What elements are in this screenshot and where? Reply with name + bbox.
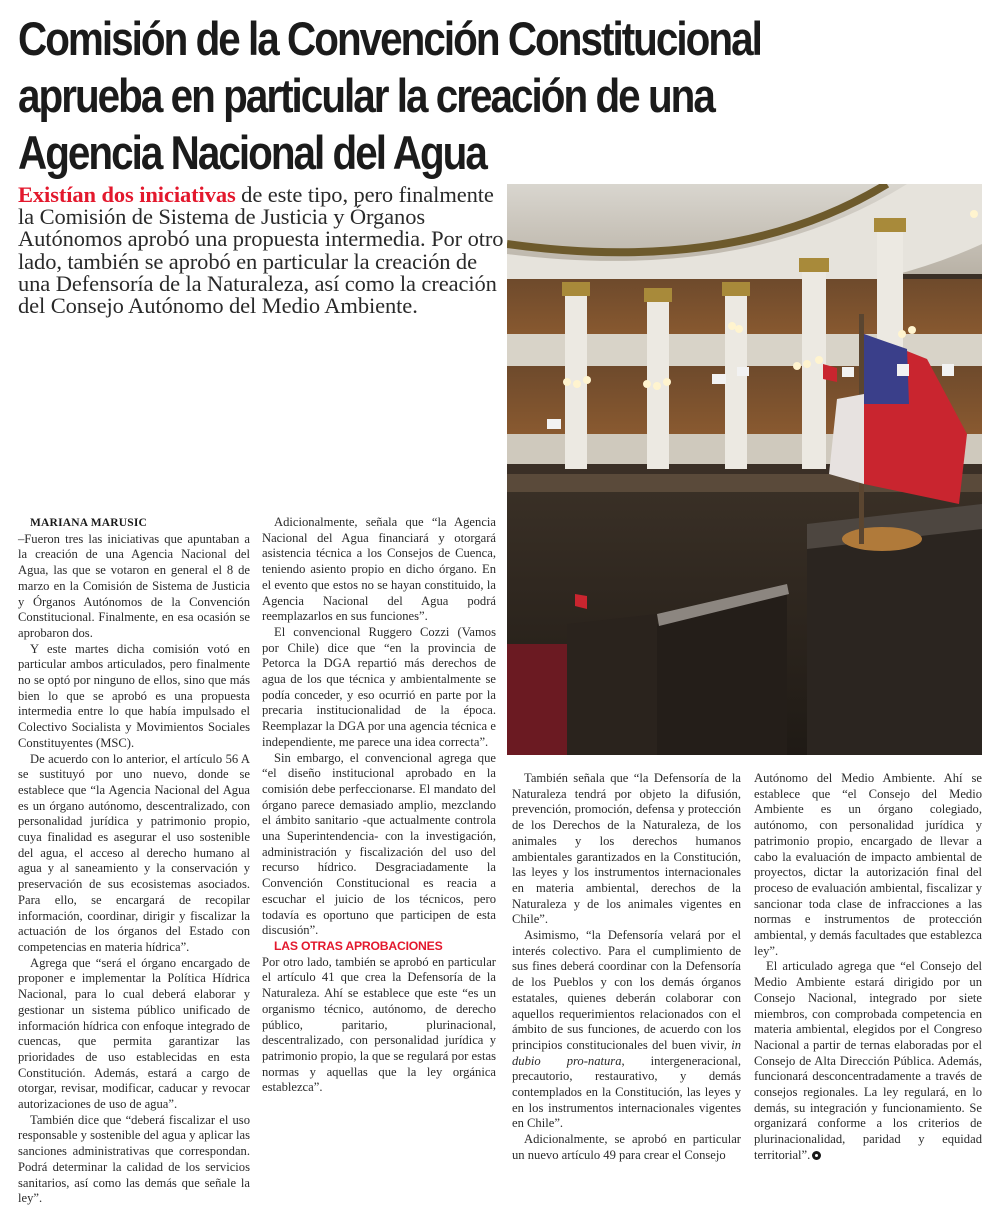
- lede: [18, 184, 508, 317]
- photo-chamber-icon: [507, 184, 982, 755]
- body-text: Asimismo, “la Defensoría velará por el interés colectivo. Para el cumplimiento de sus fines deberá coordinar con la Defensoría de los Pueblos y con los demás órganos estatales, quienes deberán colaborar con aquellos requerimientos relacionados con el ámbito de sus funciones, de acuerdo con los principios constitucionales del buen vivir,: [512, 928, 741, 1052]
- body-paragraph: También dice que “deberá fiscalizar el uso responsable y sostenible del agua y aplicar las sanciones administrativas que correspondan. Podrá determinar la calidad de los servicios sanitarios, así como las demás que señale la ley”.: [18, 1112, 250, 1206]
- body-paragraph: Y este martes dicha comisión votó en particular ambos articulados, pero finalmente no se optó por ninguno de ellos, sino que más bien lo que se aprobó es una propuesta intermedia entre lo que había impulsado el Colectivo Socialista y Movimientos Sociales Constituyentes (MSC).: [18, 641, 250, 750]
- headline: [18, 10, 981, 181]
- body-paragraph: Por otro lado, también se aprobó en particular el artículo 41 que crea la Defensoría de la Naturaleza. Ahí se establece que este “es un organismo técnico, autónomo, de derecho público, paritario, plurinacional, descentralizado, con personalidad jurídica y patrimonio propio, la que se regulará por estas normas y aquellas que la ley orgánica establezca”.: [262, 954, 496, 1095]
- body-paragraph: Adicionalmente, se aprobó en particular un nuevo artículo 49 para crear el Consejo: [512, 1132, 741, 1162]
- article-column-1: [18, 516, 250, 1207]
- lede-text: de este tipo, pero finalmente la Comisión de Sistema de Justicia y Órganos Autónomos aprobó una propuesta intermedia. Por otro lado, también se aprobó en particular la creación de una Defensoría de la Naturaleza, así como la creación del Consejo Autónomo del Medio Ambiente.: [18, 182, 504, 319]
- end-of-article-icon: [812, 1151, 821, 1160]
- body-paragraph: [512, 928, 741, 1132]
- lede-kicker: Existían dos iniciativas: [18, 182, 236, 207]
- headline-line: Agencia Nacional del Agua: [18, 126, 486, 179]
- article-column-2: [262, 515, 496, 1096]
- body-paragraph: De acuerdo con lo anterior, el artículo 56 A se sustituyó por uno nuevo, donde se establece que “la Agencia Nacional del Agua es un órgano autónomo, descentralizado, con personalidad jurídica y patrimonio propio, cuya finalidad es asegurar el uso sostenible del agua, el acceso al derecho humano al agua y al saneamiento y la conservación y preservación de sus ecosistemas asociados. Para ello, se encargará de recopilar información, coordinar, dirigir y fiscalizar la actuación de los órganos del Estado con competencias en materia hídrica”.: [18, 751, 250, 954]
- body-paragraph: Adicionalmente, señala que “la Agencia Nacional del Agua financiará y otorgará asistencia técnica a los Consejos de Cuenca, teniendo asiento propio en dicho órgano. En el evento que estos no se hayan constituido, la Agencia Nacional del Agua podrá reemplazarlos en sus funciones”.: [262, 515, 496, 624]
- body-paragraph: Sin embargo, el convencional agrega que “el diseño institucional aprobado en la comisión debe perfeccionarse. El mandato del órgano parece demasiado amplio, mezclando el ámbito sanitario -que actualmente controla una Superintendencia- con la investigación, administración y fiscalización del uso del recurso hídrico. Desgraciadamente la Convención Constitucional es reacia a escuchar el juicio de los técnicos, pero todavía es oportuno que participen de esta discusión”.: [262, 750, 496, 938]
- article-photo: [507, 184, 982, 755]
- body-paragraph: –Fueron tres las iniciativas que apuntaban a la creación de una Agencia Nacional del Agua, las que se votaron en general el 8 de marzo en la Comisión de Sistema de Justicia y Órganos Autónomos de la Convención Constitucional. Finalmente, en esa ocasión se aprobaron dos.: [18, 531, 250, 640]
- body-paragraph: Agrega que “será el órgano encargado de proponer e implementar la Política Hídrica Nacional, para lo cual deberá elaborar y gestionar un sistema público unificado de información hídrica con enfoque integrado de cuencas, que permita garantizar las prioridades de uso establecidas en esta Constitución. Además, estará a cargo de otorgar, revisar, modificar, caducar y revocar autorizaciones de uso de agua”.: [18, 955, 250, 1112]
- section-subhead: LAS OTRAS APROBACIONES: [274, 938, 443, 953]
- article-column-3: [512, 771, 741, 1164]
- body-paragraph: Autónomo del Medio Ambiente. Ahí se establece que “el Consejo del Medio Ambiente es un órgano colegiado, autónomo, con personalidad jurídica y patrimonio propio, encargado de llevar a cabo la evaluación de impacto ambiental de proyectos, dictar la autorización final del proceso de evaluación ambiental, fiscalizar y sancionar toda clase de infracciones a las normas e instrumentos de protección ambiental, y demás facultades que establezca ley”.: [754, 771, 982, 958]
- headline-line: Comisión de la Convención Constitucional: [18, 12, 761, 65]
- headline-line: aprueba en particular la creación de una: [18, 69, 714, 122]
- body-paragraph: El convencional Ruggero Cozzi (Vamos por Chile) dice que “en la provincia de Petorca la DGA repartió más derechos de agua de los que técnica y ambientalmente se podía conceder, y eso ocurrió en parte por la precaria institucionalidad de la época. Reemplazar la DGA por una agencia técnica e independiente, me parece una idea correcta”.: [262, 624, 496, 749]
- body-paragraph: [754, 959, 982, 1163]
- article-column-4: [754, 771, 982, 1164]
- body-text: El articulado agrega que “el Consejo del Medio Ambiente estará dirigido por un Consejo Nacional, integrado por siete miembros, con comprobada competencia en materia ambiental, elegidos por el Congreso Nacional a partir de ternas elaboradas por el Consejo de Alta Dirección Pública. Además, funcionará desconcentradamente a través de consejos regionales. La ley regulará, en lo demás, su integración y funcionamiento. Se organizará conforme a los criterios de plurinacionalidad, paridad y equidad territorial”.: [754, 959, 982, 1162]
- byline: MARIANA MARUSIC: [30, 517, 148, 529]
- body-text: , intergeneracional, precautorio, restaurativo, y demás contemplados en la Constitución, las leyes y en los instrumentos internacionales vigentes en Chile”.: [512, 1053, 741, 1131]
- latin-phrase: in dubio pro-natura: [512, 1037, 741, 1068]
- body-paragraph: También señala que “la Defensoría de la Naturaleza tendrá por objeto la difusión, prevención, promoción, defensa y protección de los Derechos de la Naturaleza, de los animales y los derechos humanos ambientales garantizados en la Constitución, las leyes y los instrumentos internacionales en materia ambiental, derechos de la Naturaleza y de los animales vigentes en Chile”.: [512, 771, 741, 927]
